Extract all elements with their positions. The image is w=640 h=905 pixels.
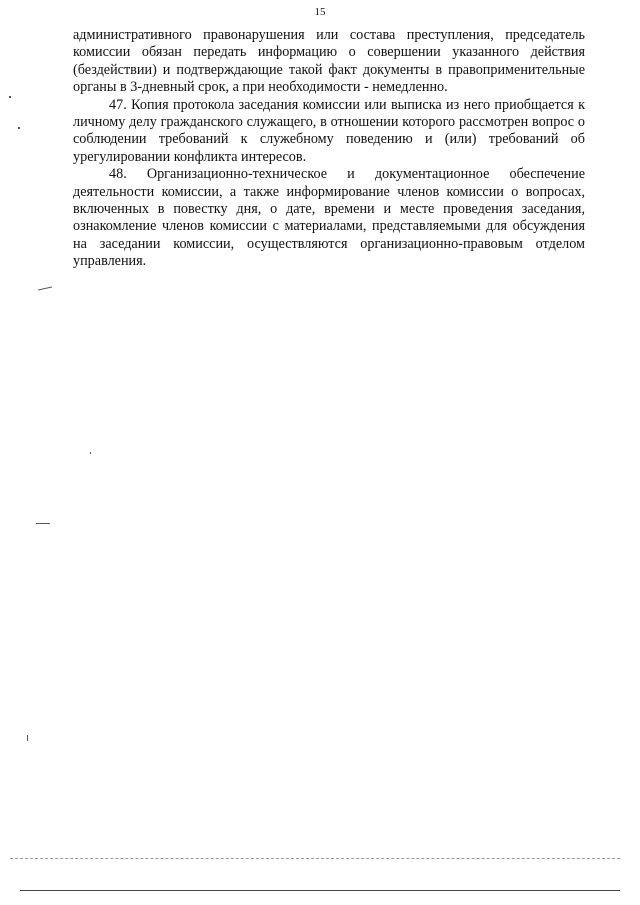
scan-mark [9,96,11,98]
scan-mark [36,523,50,524]
paragraph-48: 48. Организационно-техническое и документационное обеспечение деятельности комиссии, а также информирование членов комиссии о вопросах, включенных в повестку дня, о дате, времени и месте проведения заседания, ознакомление членов комиссии с материалами, представляемыми для обсуждения на заседании комиссии, осуществляются организационно-правовым отделом управления. [73,166,585,270]
document-body [73,27,585,271]
scan-bottom-line [20,890,620,891]
paragraph-continuation: административного правонарушения или состава преступления, председатель комиссии обязан передать информацию о совершении указанного действия (бездействии) и подтверждающие такой факт документы в правоприменительные органы в 3-дневный срок, а при необходимости - немедленно. [73,27,585,96]
page-number: 15 [314,6,326,18]
scan-mark [90,452,91,454]
scan-mark [18,127,20,129]
scan-mark [38,287,52,291]
paragraph-47: 47. Копия протокола заседания комиссии или выписка из него приобщается к личному делу гражданского служащего, в отношении которого рассмотрен вопрос о соблюдении требований к служебному поведению и (или) требований об урегулировании конфликта интересов. [73,96,585,165]
scan-dotted-line [10,858,620,859]
scan-mark [27,735,28,741]
